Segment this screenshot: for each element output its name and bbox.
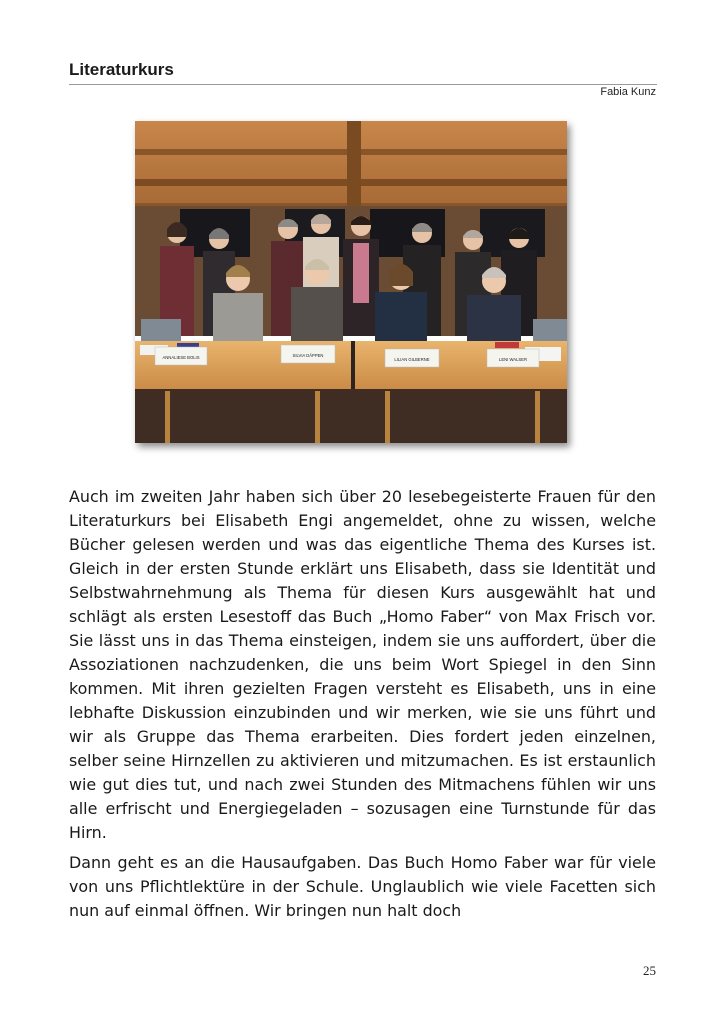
paragraph: Auch im zweiten Jahr haben sich über 20 lesebegeisterte Frauen für den Literaturkurs bei Elisabeth Engi angemeldet, ohne zu wissen, welche Bücher gelesen werden und was das eigentliche Thema des Kurses ist. Gleich in der ersten Stunde erklärt uns Elisabeth, dass sie Identität und Selbstwahrnehmung als Thema für diesen Kurs ausgewählt hat und schlägt als ersten Lesestoff das Buch „Homo Faber“ von Max Frisch vor. Sie lässt uns in das Thema einsteigen, indem sie uns auffordert, über die Assoziationen nachzudenken, die uns beim Wort Spiegel in den Sinn kommen. Mit ihren gezielten Fragen versteht es Elisabeth, uns in eine lebhafte Diskussion einzubinden und wir merken, wie sie uns führt und wir als Gruppe das Thema erarbeiten. Dies fordert jeden einzelnen, selber seine Hirnzellen zu aktivieren und mitzumachen. Es ist erstaunlich wie gut dies tut, und nach zwei Stunden des Mitmachens fühlen wir uns alle erfrischt und Energiegeladen – sozusagen eine Turnstunde für das Hirn. (69, 487, 656, 842)
group-photo-illustration (135, 121, 567, 443)
article-body (69, 485, 656, 929)
name-card-label: ANNALIESE BOLIS (162, 355, 200, 360)
author-name: Fabia Kunz (600, 86, 656, 98)
title-rule (69, 84, 657, 85)
article-title: Literaturkurs (69, 60, 174, 79)
group-photo (135, 121, 567, 443)
paragraph: Dann geht es an die Hausaufgaben. Das Buch Homo Faber war für viele von uns Pflichtlektüre in der Schule. Unglaublich wie viele Facetten sich nun auf einmal öffnen. Wir bringen nun halt doch (69, 853, 656, 920)
name-card-label: LILIAN GILBERNE (394, 357, 430, 362)
name-card-label: LENI WALSER (498, 357, 528, 362)
name-card-label: SILVIA DÄPPEN (292, 353, 324, 358)
page-number: 25 (643, 963, 656, 978)
